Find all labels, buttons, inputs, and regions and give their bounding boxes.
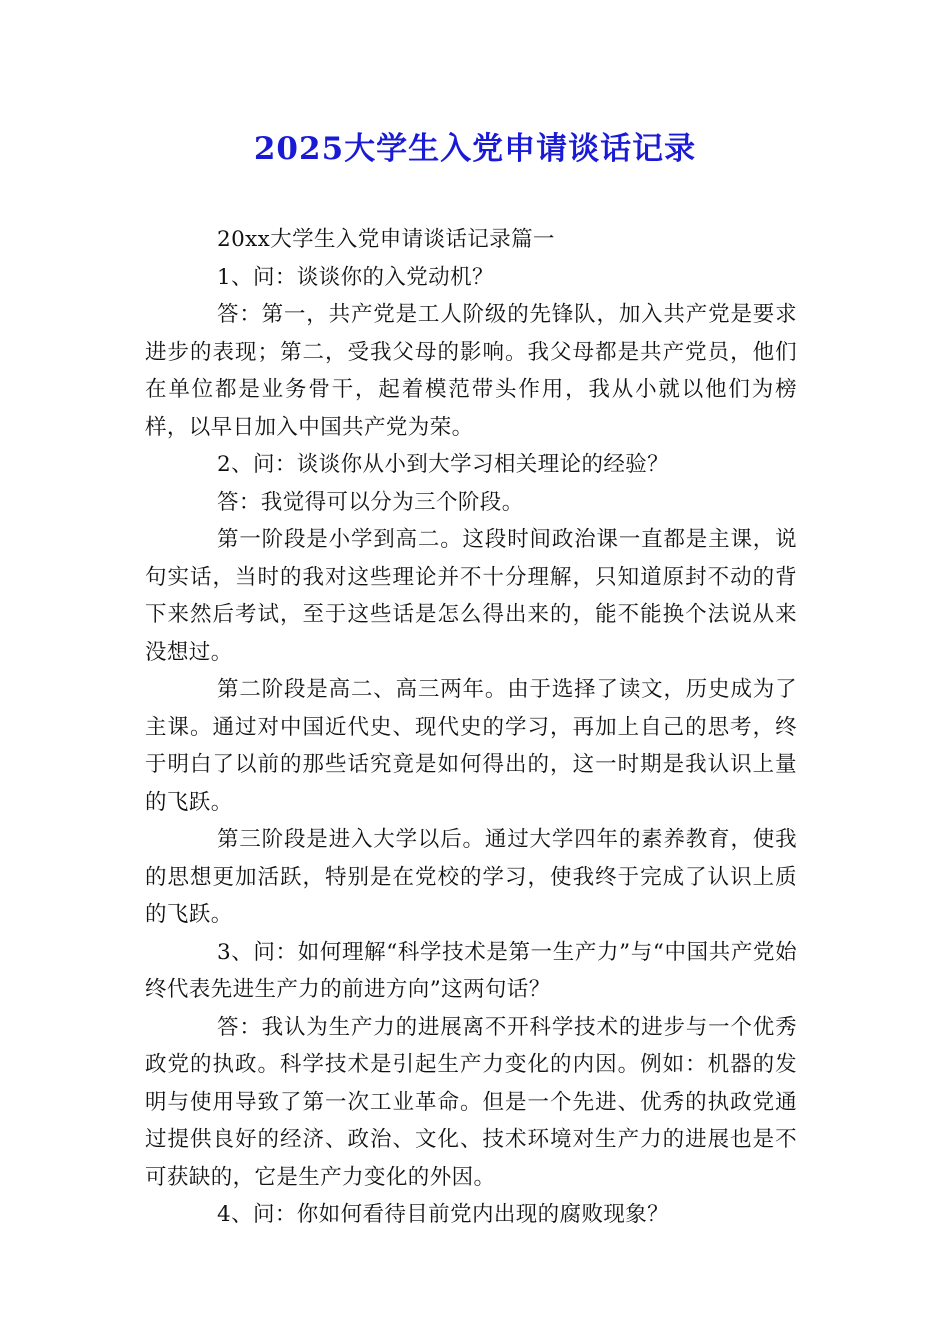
question-2: 2、问：谈谈你从小到大学习相关理论的经验？ bbox=[217, 452, 670, 477]
answer-2-intro: 答：我觉得可以分为三个阶段。 bbox=[217, 489, 524, 515]
question-3: 3、问：如何理解“科学技术是第一生产力”与“中国共产党始终代表先进生产力的前进方向”这两句话？ bbox=[145, 939, 797, 1002]
answer-2-stage-3: 第三阶段是进入大学以后。通过大学四年的素养教育，使我的思想更加活跃，特别是在党校的学习，使我终于完成了认识上质的飞跃。 bbox=[145, 827, 797, 927]
question-1: 1、问：谈谈你的入党动机？ bbox=[217, 264, 494, 290]
answer-1: 答：第一，共产党是工人阶级的先锋队，加入共产党是要求进步的表现；第二，受我父母的影响。我父母都是共产党员，他们在单位都是业务骨干，起着模范带头作用，我从小就以他们为榜样，以早日加入中国共产党为荣。 bbox=[145, 302, 797, 440]
section-heading: 20xx大学生入党申请谈话记录篇一 bbox=[217, 227, 555, 252]
question-4: 4、问：你如何看待目前党内出现的腐败现象？ bbox=[217, 1202, 670, 1227]
document-body bbox=[145, 221, 797, 1234]
answer-2-stage-2: 第二阶段是高二、高三两年。由于选择了读文，历史成为了主课。通过对中国近代史、现代史的学习，再加上自己的思考，终于明白了以前的那些话究竟是如何得出的，这一时期是我认识上量的飞跃。 bbox=[145, 677, 797, 815]
answer-3: 答：我认为生产力的进展离不开科学技术的进步与一个优秀政党的执政。科学技术是引起生产力变化的内因。例如：机器的发明与使用导致了第一次工业革命。但是一个先进、优秀的执政党通过提供良好的经济、政治、文化、技术环境对生产力的进展也是不可获缺的，它是生产力变化的外因。 bbox=[145, 1014, 797, 1190]
document-title: 2025大学生入党申请谈话记录 bbox=[253, 131, 697, 167]
answer-2-stage-1: 第一阶段是小学到高二。这段时间政治课一直都是主课，说句实话，当时的我对这些理论并不十分理解，只知道原封不动的背下来然后考试，至于这些话是怎么得出来的，能不能换个法说从来没想过。 bbox=[145, 527, 797, 665]
